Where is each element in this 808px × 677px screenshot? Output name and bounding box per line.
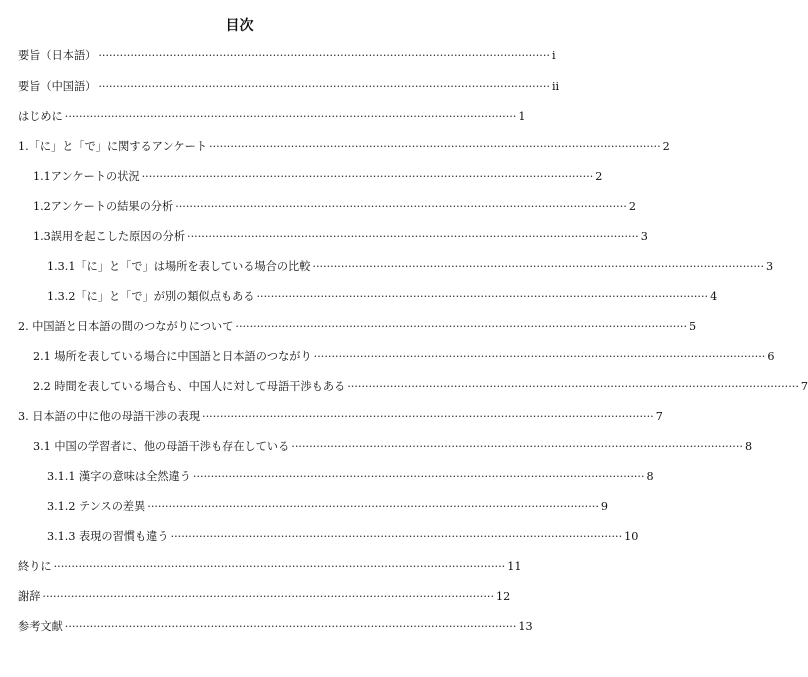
toc-entry-label: 3.1.3 表現の習慣も違う <box>47 530 169 543</box>
dot-leader: ······························································································································· <box>256 290 709 303</box>
toc-entry[interactable] <box>0 47 556 65</box>
toc-entry[interactable] <box>0 78 560 96</box>
toc-entry-page: 9 <box>600 500 609 513</box>
toc-entry-label: 要旨（日本語） <box>18 49 97 62</box>
toc-entry-label: 1.「に」と「で」に関するアンケート <box>18 140 208 153</box>
dot-leader: ······························································································································· <box>192 470 645 483</box>
toc-entry-page: 2 <box>628 200 636 213</box>
toc-entry[interactable] <box>0 408 663 426</box>
toc-entry-page: 12 <box>496 590 511 603</box>
toc-entry-page: 7 <box>800 380 808 393</box>
dot-leader: ······························································································································· <box>291 440 743 453</box>
toc-entry[interactable] <box>0 228 648 246</box>
toc-entry[interactable] <box>0 438 753 456</box>
toc-entry-label: 3.1.2 テンスの差異 <box>47 500 146 513</box>
dot-leader: ······························································································································· <box>64 620 517 633</box>
toc-entry[interactable] <box>0 138 670 156</box>
toc-entry-page: 3 <box>640 230 648 243</box>
dot-leader: ······························································································································· <box>98 80 550 93</box>
dot-leader: ······························································································································· <box>53 560 506 573</box>
toc-entry-label: 3.1 中国の学習者に、他の母語干渉も存在している <box>33 440 290 453</box>
toc-entry[interactable] <box>0 468 654 486</box>
dot-leader: ······························································································································· <box>187 230 639 243</box>
dot-leader: ······························································································································· <box>235 320 688 333</box>
dot-leader: ······························································································································· <box>42 590 495 603</box>
dot-leader: ······························································································································· <box>312 260 765 273</box>
toc-entry[interactable] <box>0 498 609 516</box>
toc-entry-label: 1.1アンケートの状況 <box>33 170 140 183</box>
toc-entry[interactable] <box>0 168 603 186</box>
toc-entry-page: 7 <box>655 410 663 423</box>
dot-leader: ······························································································································· <box>209 140 661 153</box>
toc-entry-label: 2.2 時間を表している場合も、中国人に対して母語干渉もある <box>33 380 346 393</box>
toc-entry[interactable] <box>0 588 511 606</box>
toc-entry-page: 8 <box>744 440 753 453</box>
dot-leader: ······························································································································· <box>98 49 550 62</box>
toc-entry-page: ii <box>551 80 560 93</box>
toc-entry-label: 終りに <box>18 560 52 573</box>
toc-entry-page: i <box>551 49 556 62</box>
dot-leader: ······························································································································· <box>313 350 766 363</box>
dot-leader: ······························································································································· <box>175 200 627 213</box>
toc-entry-page: 6 <box>767 350 775 363</box>
toc-entry-page: 4 <box>710 290 718 303</box>
dot-leader: ······························································································································· <box>170 530 623 543</box>
toc-entry[interactable] <box>0 258 774 276</box>
toc-entry-label: 要旨（中国語） <box>18 80 97 93</box>
toc-entry-label: 1.2アンケートの結果の分析 <box>33 200 174 213</box>
toc-entry-label: 1.3誤用を起こした原因の分析 <box>33 230 186 243</box>
toc-entry-label: はじめに <box>18 110 63 123</box>
toc-entry-page: 1 <box>518 110 526 123</box>
toc-entry-page: 11 <box>507 560 522 573</box>
toc-entry-label: 1.3.1「に」と「で」は場所を表している場合の比較 <box>47 260 311 273</box>
toc-entry-label: 3. 日本語の中に他の母語干渉の表現 <box>18 410 201 423</box>
toc-entry-page: 8 <box>646 470 654 483</box>
toc-entry-page: 3 <box>766 260 774 273</box>
toc-entry[interactable] <box>0 318 697 336</box>
page-title: 目次 <box>225 18 254 34</box>
toc-entry-label: 2.1 場所を表している場合に中国語と日本語のつながり <box>33 350 312 363</box>
toc-entry[interactable] <box>0 348 775 366</box>
toc-entry-label: 1.3.2「に」と「で」が別の類似点もある <box>47 290 255 303</box>
toc-entry-page: 10 <box>624 530 639 543</box>
toc-entry-page: 5 <box>689 320 697 333</box>
toc-entry[interactable] <box>0 198 636 216</box>
toc-entry-page: 2 <box>595 170 603 183</box>
toc-entry-label: 2. 中国語と日本語の間のつながりについて <box>18 320 234 333</box>
dot-leader: ······························································································································· <box>64 110 517 123</box>
toc-entry-label: 3.1.1 漢字の意味は全然違う <box>47 470 191 483</box>
toc-entry-label: 謝辞 <box>18 590 41 603</box>
toc-entry[interactable] <box>0 618 533 636</box>
dot-leader: ······························································································································· <box>141 170 594 183</box>
toc-entry[interactable] <box>0 528 639 546</box>
toc-entry[interactable] <box>0 558 522 576</box>
toc-entry-label: 参考文献 <box>18 620 63 633</box>
dot-leader: ······························································································································· <box>202 410 654 423</box>
toc-entry[interactable] <box>0 378 808 396</box>
toc-entry-page: 13 <box>518 620 533 633</box>
toc-entry[interactable] <box>0 108 526 126</box>
dot-leader: ······························································································································· <box>147 500 599 513</box>
dot-leader: ······························································································································· <box>347 380 799 393</box>
toc-entry[interactable] <box>0 288 718 306</box>
toc-entry-page: 2 <box>662 140 670 153</box>
